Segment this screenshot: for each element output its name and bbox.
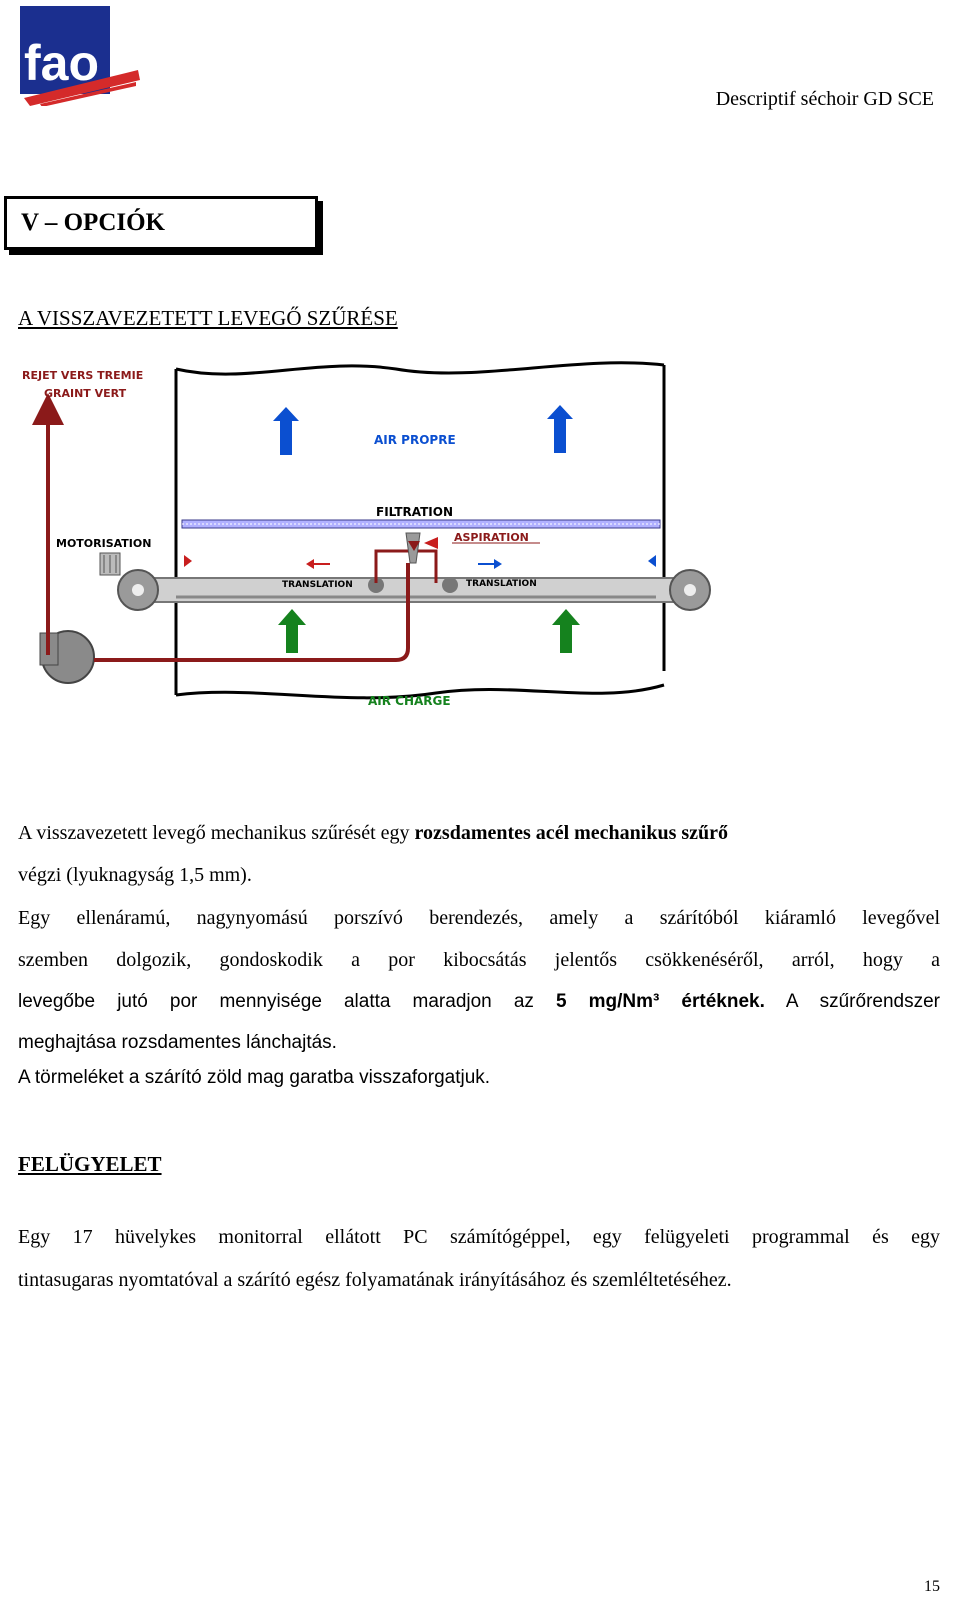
filter-paragraph-2-line-2: szemben dolgozik, gondoskodik a por kibocsátás jelentős csökkenéséről, arról, hogy a (18, 949, 940, 971)
filter-paragraph-2-line-4: meghajtása rozsdamentes lánchajtás. (18, 1032, 337, 1053)
document-title: Descriptif séchoir GD SCE (715, 88, 934, 110)
label-air-charge: AIR CHARGE (368, 694, 451, 708)
page-number: 15 (924, 1578, 940, 1595)
filter-heading: A VISSZAVEZETETT LEVEGŐ SZŰRÉSE (18, 306, 398, 330)
filter-paragraph-1-line-2: végzi (lyuknagyság 1,5 mm). (18, 864, 252, 886)
section-title: V – OPCIÓK (21, 209, 165, 236)
monitoring-paragraph-line-2: tintasugaras nyomtatóval a szárító egész folyamatának irányításához és szemléltetéséhez. (18, 1269, 732, 1291)
label-translation-right: TRANSLATION (466, 579, 537, 589)
label-filtration: FILTRATION (376, 505, 453, 519)
label-air-propre: AIR PROPRE (374, 433, 456, 447)
label-aspiration: ASPIRATION (454, 531, 529, 544)
filter-paragraph-1-line-1: A visszavezetett levegő mechanikus szűrését egy rozsdamentes acél mechanikus szűrő (18, 822, 729, 844)
section-title-box (4, 196, 318, 250)
filter-emphasis: rozsdamentes acél mechanikus szűrő (414, 822, 729, 844)
label-motorisation: MOTORISATION (56, 537, 152, 550)
filter-paragraph-3: A törmeléket a szárító zöld mag garatba visszaforgatjuk. (18, 1067, 491, 1088)
filter-paragraph-2-line-1: Egy ellenáramú, nagynyomású porszívó berendezés, amely a szárítóból kiáramló levegővel (18, 907, 940, 929)
monitoring-paragraph-line-1: Egy 17 hüvelykes monitorral ellátott PC számítógéppel, egy felügyeleti programmal és egy (18, 1226, 940, 1248)
label-reject-line1: REJET VERS TREMIE (22, 369, 144, 382)
label-reject-line2: GRAINT VERT (44, 387, 127, 400)
logo-text: fao (24, 35, 99, 91)
emission-limit: 5 mg/Nm³ értéknek. (555, 991, 765, 1012)
company-logo (20, 6, 142, 106)
monitoring-heading: FELÜGYELET (18, 1152, 162, 1176)
filter-paragraph-2-line-3: levegőbe jutó por mennyisége alatta maradjon az 5 mg/Nm³ értéknek. A szűrőrendszer (18, 991, 940, 1012)
label-translation-left: TRANSLATION (282, 580, 353, 590)
filtration-diagram (16, 355, 728, 720)
